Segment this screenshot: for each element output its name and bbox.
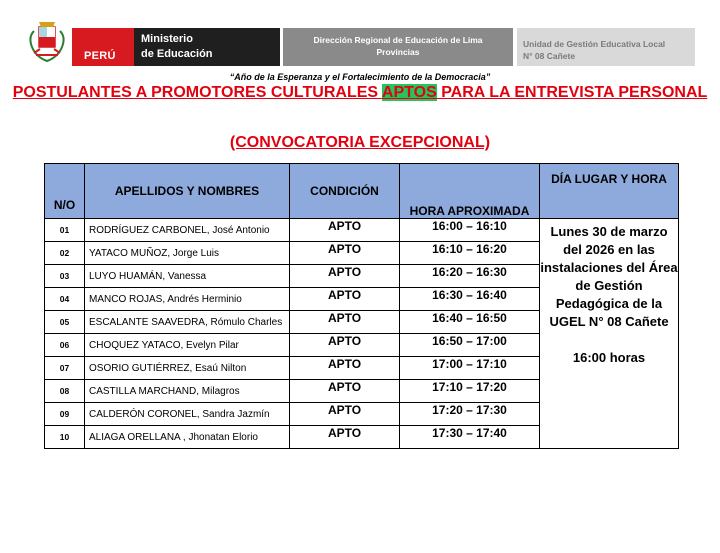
row-time: 17:20 – 17:30: [400, 403, 540, 426]
row-num: 08: [45, 380, 85, 403]
header-name: APELLIDOS Y NOMBRES: [85, 164, 290, 219]
row-condition: APTO: [290, 219, 400, 242]
title-highlight: APTOS: [381, 84, 437, 101]
row-condition: APTO: [290, 357, 400, 380]
row-name: ALIAGA ORELLANA , Jhonatan Elorio: [85, 426, 290, 449]
row-num: 10: [45, 426, 85, 449]
row-name: OSORIO GUTIÉRREZ, Esaú Nilton: [85, 357, 290, 380]
row-condition: APTO: [290, 380, 400, 403]
ministry-brand-box: [134, 28, 280, 66]
ugel-label: Unidad de Gestión Educativa Local N° 08 Cañete: [523, 39, 666, 61]
ministry-label: Ministerio de Educación: [141, 33, 213, 60]
header-place: DÍA LUGAR Y HORA: [540, 164, 679, 219]
row-time: 17:10 – 17:20: [400, 380, 540, 403]
page-subtitle: (CONVOCATORIA EXCEPCIONAL): [229, 134, 491, 151]
regional-direction-box: [283, 28, 513, 66]
row-name: LUYO HUAMÁN, Vanessa: [85, 265, 290, 288]
row-condition: APTO: [290, 403, 400, 426]
regional-label: Dirección Regional de Educación de Lima Provincias: [313, 35, 483, 57]
row-name: RODRÍGUEZ CARBONEL, José Antonio: [85, 219, 290, 242]
applicants-table: [44, 163, 679, 449]
row-num: 04: [45, 288, 85, 311]
peru-coat-of-arms-icon: [26, 17, 68, 65]
row-time: 17:00 – 17:10: [400, 357, 540, 380]
ugel-box: [517, 28, 695, 66]
header-time: HORA APROXIMADA: [400, 164, 540, 219]
country-label: PERÚ: [84, 50, 116, 62]
place-info: Lunes 30 de marzo del 2026 en las instalaciones del Área de Gestión Pedagógica de la UGEL N° 08 Cañete: [540, 224, 678, 329]
row-time: 16:10 – 16:20: [400, 242, 540, 265]
table-row: [45, 219, 679, 242]
row-time: 16:50 – 17:00: [400, 334, 540, 357]
row-name: CASTILLA MARCHAND, Milagros: [85, 380, 290, 403]
row-num: 03: [45, 265, 85, 288]
header-num: N/O: [45, 164, 85, 219]
row-name: ESCALANTE SAAVEDRA, Rómulo Charles: [85, 311, 290, 334]
row-num: 02: [45, 242, 85, 265]
row-name: MANCO ROJAS, Andrés Herminio: [85, 288, 290, 311]
row-condition: APTO: [290, 426, 400, 449]
row-condition: APTO: [290, 265, 400, 288]
row-name: YATACO MUÑOZ, Jorge Luis: [85, 242, 290, 265]
place-time: 16:00 horas: [572, 350, 646, 365]
peru-brand-box: [72, 28, 134, 66]
page-title: POSTULANTES A PROMOTORES CULTURALES APTOS PARA LA ENTREVISTA PERSONAL: [12, 84, 708, 101]
row-time: 17:30 – 17:40: [400, 426, 540, 449]
row-num: 05: [45, 311, 85, 334]
row-time: 16:20 – 16:30: [400, 265, 540, 288]
row-num: 06: [45, 334, 85, 357]
year-motto: “Año de la Esperanza y el Fortalecimiento de la Democracia”: [229, 72, 491, 82]
row-condition: APTO: [290, 334, 400, 357]
header-condition: CONDICIÓN: [290, 164, 400, 219]
row-name: CHOQUEZ YATACO, Evelyn Pilar: [85, 334, 290, 357]
row-time: 16:00 – 16:10: [400, 219, 540, 242]
row-num: 07: [45, 357, 85, 380]
row-num: 09: [45, 403, 85, 426]
row-condition: APTO: [290, 311, 400, 334]
row-time: 16:30 – 16:40: [400, 288, 540, 311]
row-time: 16:40 – 16:50: [400, 311, 540, 334]
row-num: 01: [45, 219, 85, 242]
row-name: CALDERÓN CORONEL, Sandra Jazmín: [85, 403, 290, 426]
place-info-cell: [540, 219, 679, 449]
table-header-row: [45, 164, 679, 219]
row-condition: APTO: [290, 288, 400, 311]
row-condition: APTO: [290, 242, 400, 265]
